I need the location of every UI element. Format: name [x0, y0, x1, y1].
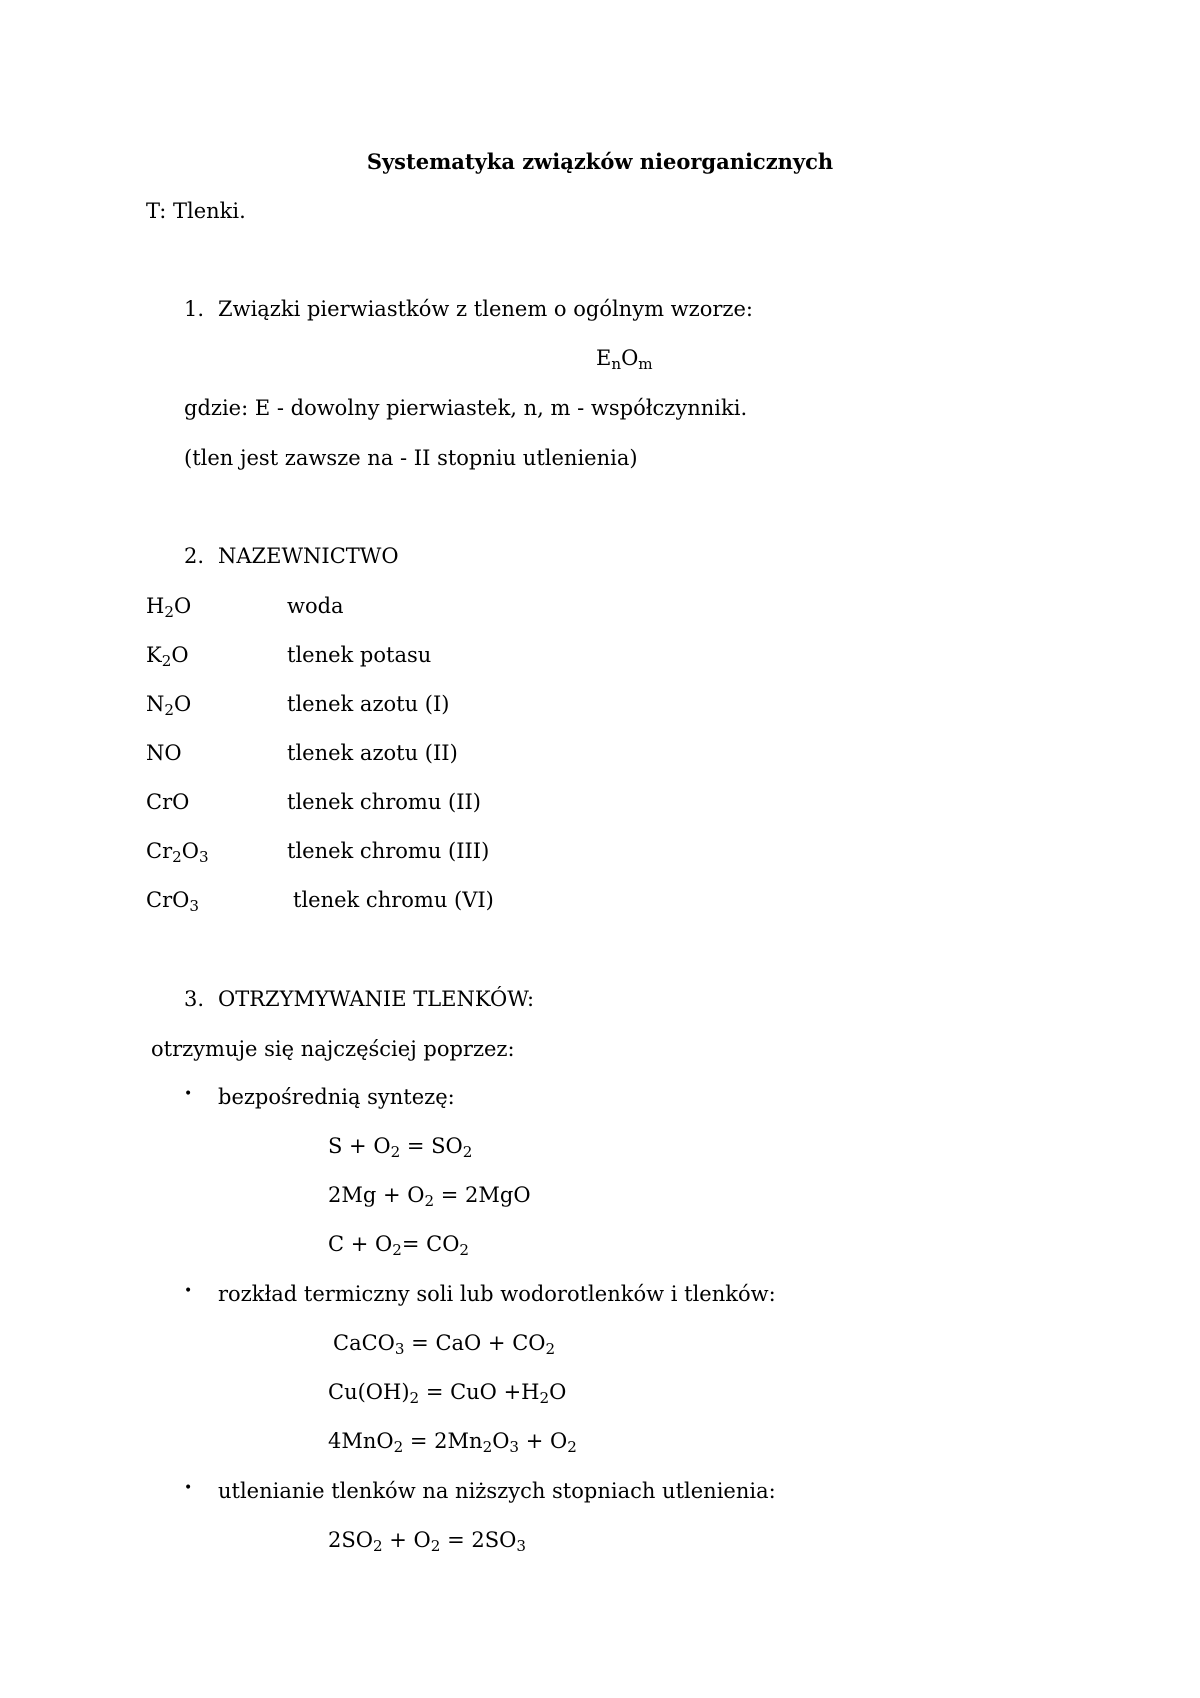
equation-part: + O [519, 1429, 568, 1453]
equation-part: = CO [401, 1232, 460, 1256]
formula-subscript: 3 [189, 896, 199, 915]
equation-subscript: 2 [539, 1388, 550, 1407]
formula-part: O [621, 346, 639, 370]
formula-subscript: n [611, 354, 622, 373]
formula-part: N [146, 692, 165, 716]
section-3-heading [184, 986, 534, 1012]
section-1-number: 1. [184, 297, 205, 321]
method-label: bezpośrednią syntezę: [218, 1085, 455, 1109]
oxide-name: tlenek chromu (VI) [293, 888, 494, 912]
equation-subscript: 2 [545, 1339, 556, 1358]
bullet-icon: • [184, 1480, 193, 1496]
formula-subscript: 2 [164, 700, 174, 719]
section-1-heading-text: Związki pierwiastków z tlenem o ogólnym wzorze: [218, 297, 753, 321]
equation-subscript: 3 [394, 1339, 405, 1358]
equation-part: 4MnO [328, 1429, 394, 1453]
formula-part: Cr [146, 839, 173, 863]
chemical-equation [333, 1330, 555, 1356]
equation-part: S + O [328, 1134, 391, 1158]
bullet-icon: • [184, 1283, 193, 1299]
equation-part: = CaO + CO [404, 1331, 546, 1355]
oxide-name: tlenek potasu [287, 643, 432, 667]
oxide-name: tlenek chromu (III) [287, 839, 490, 863]
equation-part: CaCO [333, 1331, 395, 1355]
section-3-heading-text: OTRZYMYWANIE TLENKÓW: [218, 987, 535, 1011]
chemical-equation [328, 1428, 577, 1454]
equation-part: = 2MgO [434, 1183, 531, 1207]
formula-part: CrO [146, 888, 190, 912]
oxide-formula [146, 838, 209, 864]
formula-subscript: 2 [172, 847, 182, 866]
equation-part: = CuO +H [419, 1380, 540, 1404]
equation-subscript: 2 [462, 1142, 473, 1161]
section-2-heading [184, 543, 399, 569]
chemical-equation [328, 1231, 469, 1257]
equation-subscript: 2 [459, 1240, 470, 1259]
equation-part: Cu(OH) [328, 1380, 410, 1404]
oxide-formula [146, 642, 189, 668]
oxide-name: tlenek azotu (II) [287, 741, 458, 765]
formula-explanation: gdzie: E - dowolny pierwiastek, n, m - współczynniki. [184, 396, 748, 420]
equation-part: = 2SO [440, 1528, 517, 1552]
method-label: utlenianie tlenków na niższych stopniach utlenienia: [218, 1479, 776, 1503]
equation-part: 2Mg + O [328, 1183, 425, 1207]
equation-subscript: 2 [482, 1437, 493, 1456]
general-formula [596, 345, 653, 371]
equation-part: = SO [400, 1134, 463, 1158]
equation-part: + O [382, 1528, 431, 1552]
equation-part: O [492, 1429, 510, 1453]
equation-subscript: 2 [567, 1437, 577, 1456]
oxide-formula [146, 691, 191, 717]
chemical-equation [328, 1182, 531, 1208]
section-3-number: 3. [184, 987, 205, 1011]
formula-subscript: m [638, 354, 653, 373]
oxide-name: woda [287, 594, 344, 618]
section-2-heading-text: NAZEWNICTWO [218, 544, 399, 568]
formula-part: O [174, 692, 192, 716]
equation-subscript: 2 [392, 1240, 402, 1259]
equation-subscript: 2 [430, 1536, 441, 1555]
oxide-formula [146, 740, 182, 766]
formula-subscript: 3 [198, 847, 209, 866]
formula-part: O [173, 594, 192, 618]
formula-part: O [171, 643, 189, 667]
topic-line: T: Tlenki. [146, 199, 246, 223]
section-2-number: 2. [184, 544, 205, 568]
equation-subscript: 2 [390, 1142, 401, 1161]
oxide-formula [146, 593, 191, 619]
page-title: Systematyka związków nieorganicznych [366, 149, 834, 174]
equation-subscript: 3 [509, 1437, 520, 1456]
oxide-formula [146, 789, 189, 815]
bullet-icon: • [184, 1086, 193, 1102]
equation-part: C + O [328, 1232, 393, 1256]
section-3-intro: otrzymuje się najczęściej poprzez: [151, 1037, 515, 1061]
formula-subscript: 2 [164, 602, 174, 621]
chemical-equation [328, 1527, 526, 1553]
formula-part: O [181, 839, 199, 863]
formula-part: K [146, 643, 162, 667]
equation-subscript: 2 [409, 1388, 420, 1407]
equation-part: O [549, 1380, 567, 1404]
section-1-heading [184, 296, 753, 322]
formula-part: NO [146, 741, 182, 765]
method-label: rozkład termiczny soli lub wodorotlenków i tlenków: [218, 1282, 776, 1306]
chemical-equation [328, 1133, 472, 1159]
equation-subscript: 3 [516, 1536, 526, 1555]
oxide-name: tlenek azotu (I) [287, 692, 450, 716]
equation-subscript: 2 [424, 1191, 435, 1210]
equation-part: 2SO [328, 1528, 373, 1552]
formula-subscript: 2 [161, 651, 172, 670]
formula-part: H [146, 594, 165, 618]
equation-subscript: 2 [372, 1536, 383, 1555]
oxide-formula [146, 887, 199, 913]
equation-part: = 2Mn [403, 1429, 483, 1453]
oxide-name: tlenek chromu (II) [287, 790, 481, 814]
formula-part: E [596, 346, 612, 370]
formula-part: CrO [146, 790, 190, 814]
equation-subscript: 2 [393, 1437, 404, 1456]
chemical-equation [328, 1379, 566, 1405]
oxygen-note: (tlen jest zawsze na - II stopniu utlenienia) [184, 446, 638, 470]
